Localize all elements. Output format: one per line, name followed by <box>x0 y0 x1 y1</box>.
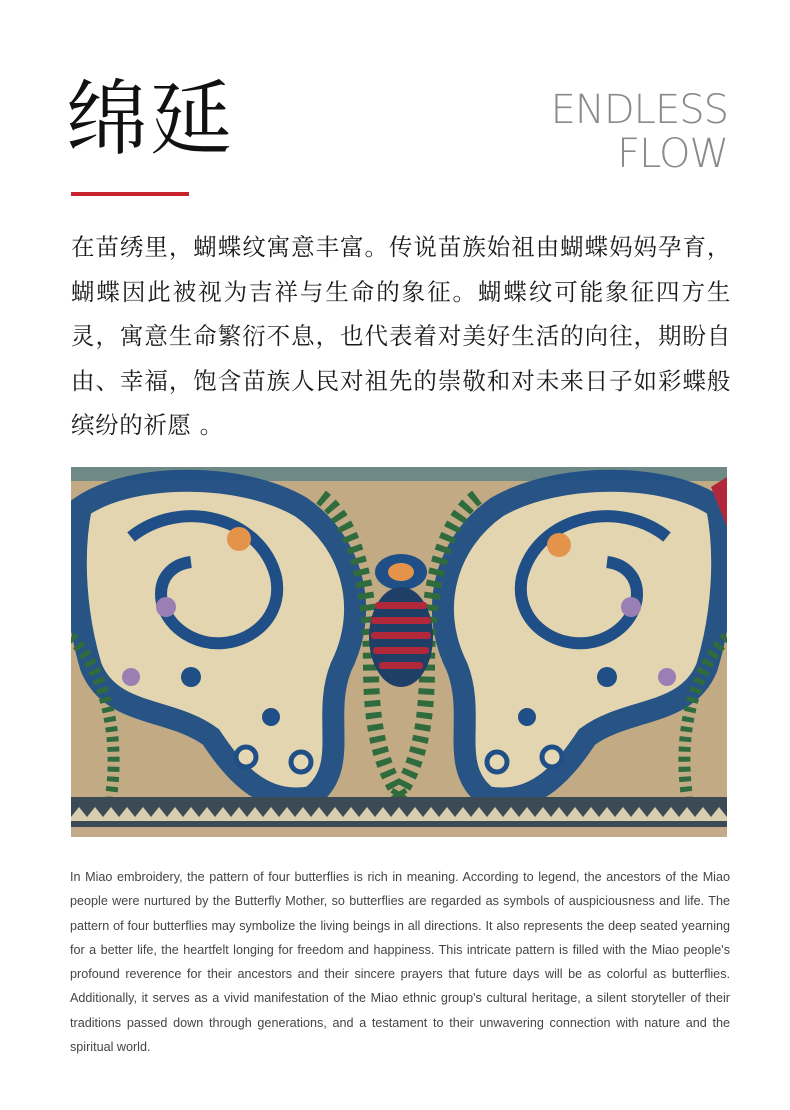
page-title-en <box>551 88 728 176</box>
page-title-zh: 绵延 <box>66 72 235 167</box>
title-en-line1: ENDLESS <box>550 87 728 133</box>
red-divider <box>71 192 189 196</box>
title-en-line2: FLOW <box>617 131 728 177</box>
paragraph-en: In Miao embroidery, the pattern of four butterflies is rich in meaning. According to legend, the ancestors of the Miao people were nurtured by the Butterfly Mother, so butterflies are regarded as symbols of auspiciousness and life. The pattern of four butterflies may symbolize the living beings in all directions. It also represents the deep seated yearning for a better life, the heartfelt longing for freedom and happiness. This intricate pattern is filled with the Miao people's profound reverence for their ancestors and their sincere prayers that future days will be as colorful as butterflies. Additionally, it serves as a vivid manifestation of the Miao ethnic group's cultural heritage, a silent storyteller of their traditions passed down through generations, and a testament to their unwavering connection with nature and the spiritual world. <box>70 870 730 1055</box>
paragraph-zh: 在苗绣里，蝴蝶纹寓意丰富。传说苗族始祖由蝴蝶妈妈孕育，蝴蝶因此被视为吉祥与生命的象征。蝴蝶纹可能象征四方生灵，寓意生命繁衍不息，也代表着对美好生活的向往，期盼自由、幸福，饱含苗族人民对祖先的崇敬和对未来日子如彩蝶般缤纷的祈愿 。 <box>71 233 731 439</box>
butterfly-embroidery-image <box>71 467 727 837</box>
butterfly-embroidery-icon <box>71 467 727 837</box>
